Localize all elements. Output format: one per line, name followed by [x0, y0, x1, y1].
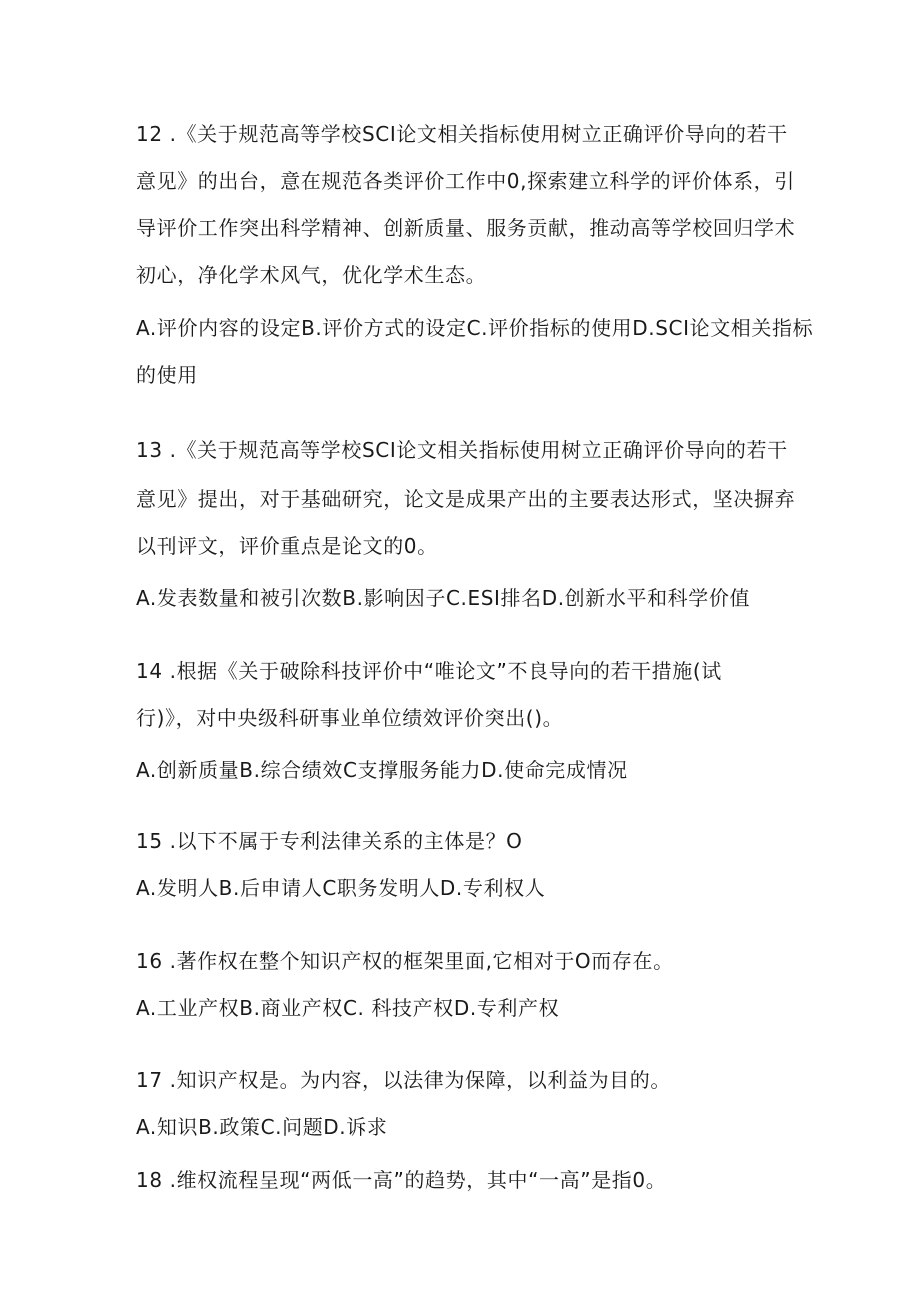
question-12-options-line-1: A.评价内容的设定B.评价方式的设定C.评价指标的使用D.SCI论文相关指标 [136, 316, 814, 340]
question-13-line-2: 意见》提出，对于基础研究，论文是成果产出的主要表达形式，坚决摒弃 [136, 487, 796, 511]
question-18-line-1: 18 .维权流程呈现“两低一高”的趋势，其中“一高”是指0。 [136, 1168, 667, 1192]
question-12-line-3: 导评价工作突出科学精神、创新质量、服务贡献，推动高等学校回归学术 [136, 216, 796, 240]
question-14-line-2: 行)》，对中央级科研事业单位绩效评价突出()。 [136, 706, 564, 730]
question-17-line-1: 17 .知识产权是。为内容，以法律为保障，以利益为目的。 [136, 1068, 671, 1092]
question-13-options-line-1: A.发表数量和被引次数B.影响因子C.ESI排名D.创新水平和科学价值 [136, 586, 751, 610]
question-12-line-4: 初心，净化学术风气，优化学术生态。 [136, 263, 487, 287]
question-13-line-1: 13 .《关于规范高等学校SCI论文相关指标使用树立正确评价导向的若干 [136, 438, 788, 462]
question-15-options-line-1: A.发明人B.后申请人C职务发明人D.专利权人 [136, 876, 546, 900]
question-12-options-line-2: 的使用 [136, 363, 198, 387]
question-12-line-1: 12 .《关于规范高等学校SCI论文相关指标使用树立正确评价导向的若干 [136, 122, 788, 146]
question-14-options-line-1: A.创新质量B.综合绩效C支撑服务能力D.使命完成情况 [136, 758, 628, 782]
question-14-line-1: 14 .根据《关于破除科技评价中“唯论文”不良导向的若干措施(试 [136, 659, 722, 683]
question-16-options-line-1: A.工业产权B.商业产权C. 科技产权D.专利产权 [136, 996, 560, 1020]
question-13-line-3: 以刊评文，评价重点是论文的0。 [136, 534, 438, 558]
question-12-line-2: 意见》的出台，意在规范各类评价工作中0,探索建立科学的评价体系，引 [136, 169, 795, 193]
question-17-options-line-1: A.知识B.政策C.问题D.诉求 [136, 1115, 388, 1139]
question-15-line-1: 15 .以下不属于专利法律关系的主体是？O [136, 829, 523, 853]
question-16-line-1: 16 .著作权在整个知识产权的框架里面,它相对于O而存在。 [136, 949, 674, 973]
